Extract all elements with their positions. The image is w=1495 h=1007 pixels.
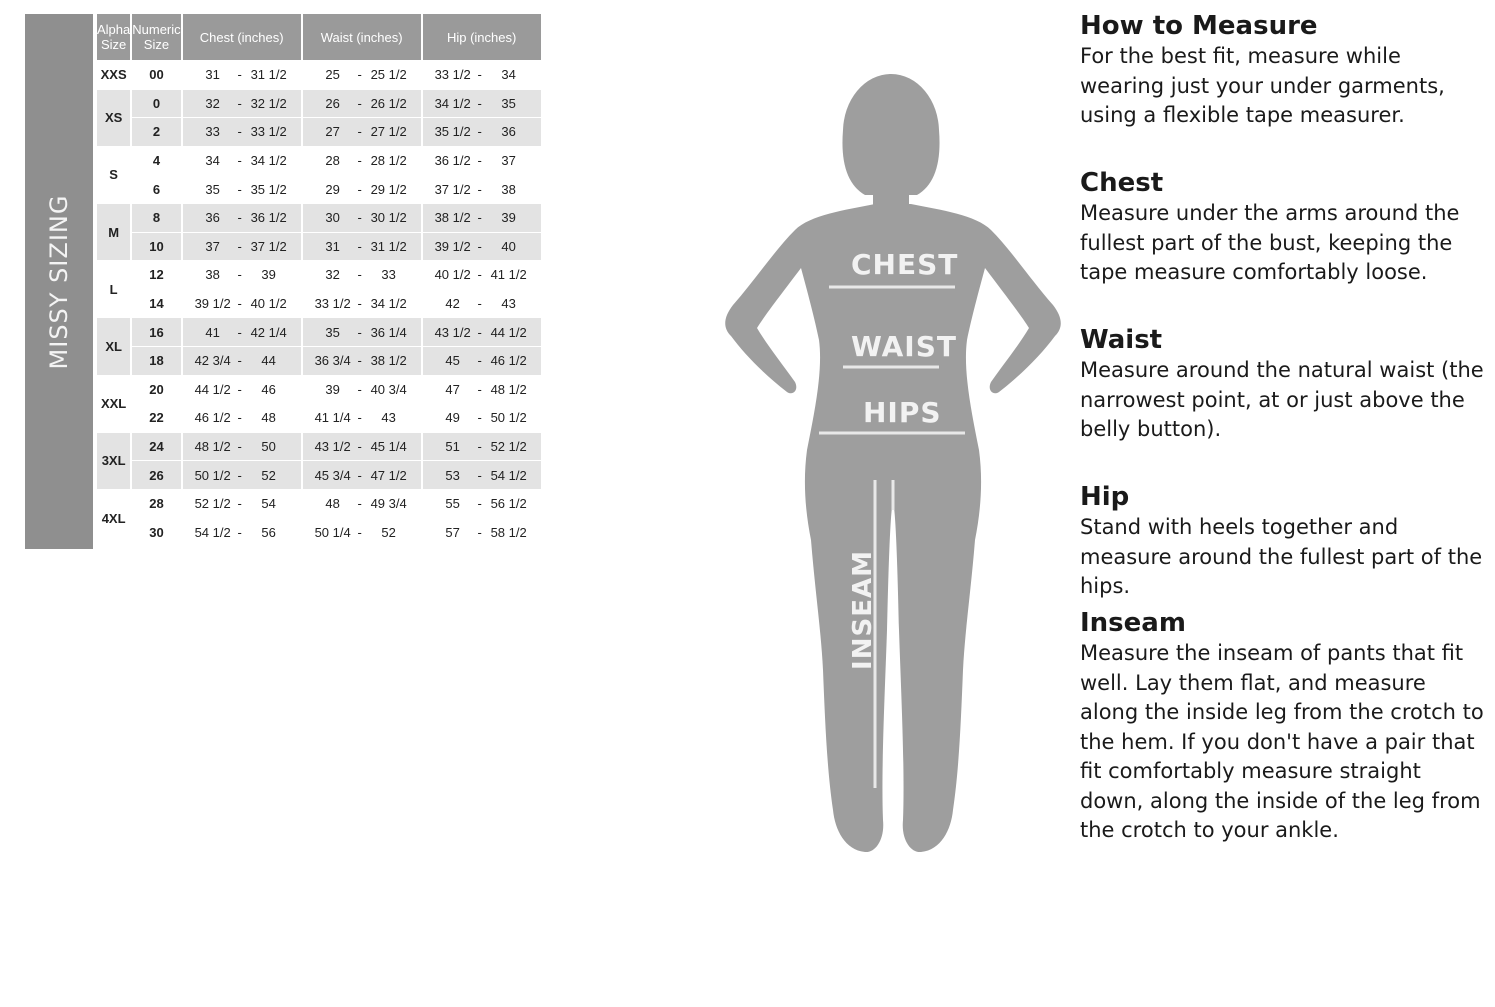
- chest-range-cell: [183, 433, 301, 462]
- chest-range-cell: [183, 318, 301, 347]
- range-dash: -: [357, 381, 362, 397]
- numeric-size-cell: 18: [132, 347, 180, 376]
- chest-range-cell: [183, 147, 301, 176]
- range-dash: -: [357, 296, 362, 312]
- header-alpha-size: Alpha Size: [97, 14, 130, 61]
- range-dash: -: [237, 496, 242, 512]
- header-hip: Hip (inches): [423, 14, 541, 61]
- hip-range-cell: [423, 290, 541, 319]
- chest-min: 33: [205, 124, 220, 140]
- table-row: [97, 175, 541, 204]
- waist-range-cell: [303, 90, 421, 119]
- alpha-size-cell: 3XL: [97, 433, 130, 490]
- table-row: [97, 461, 541, 490]
- waist-max: 40 3/4: [370, 381, 407, 397]
- range-dash: -: [357, 95, 362, 111]
- waist-max: 28 1/2: [370, 153, 407, 169]
- alpha-size-cell: M: [97, 204, 130, 261]
- waist-min: 29: [325, 181, 340, 197]
- guide-inseam: [1080, 607, 1485, 846]
- range-dash: -: [237, 467, 242, 483]
- hip-min: 38 1/2: [434, 210, 471, 226]
- missy-sizing-label: MISSY SIZING: [45, 194, 73, 369]
- hip-min: 35 1/2: [434, 124, 471, 140]
- chest-min: 37: [205, 238, 220, 254]
- hip-max: 38: [501, 181, 516, 197]
- range-dash: -: [237, 153, 242, 169]
- waist-min: 36 3/4: [314, 353, 351, 369]
- table-row: [97, 118, 541, 147]
- hip-range-cell: [423, 175, 541, 204]
- hip-range-cell: [423, 90, 541, 119]
- waist-min: 45 3/4: [314, 467, 351, 483]
- alpha-size-cell: XXL: [97, 376, 130, 433]
- alpha-size-cell: L: [97, 261, 130, 318]
- guide-text: Measure the inseam of pants that fit well. Lay them flat, and measure along the inside leg from the crotch to the hem. If you don't have a pair that fit comfortably measure straight down, along the inside of the leg from the crotch to your ankle.: [1080, 641, 1484, 842]
- figure-waist-label: WAIST: [851, 330, 957, 363]
- hip-min: 42: [445, 296, 460, 312]
- hip-max: 34: [501, 67, 516, 83]
- waist-max: 49 3/4: [370, 496, 407, 512]
- table-row: [97, 90, 541, 119]
- range-dash: -: [237, 95, 242, 111]
- numeric-size-cell: 28: [132, 490, 180, 519]
- numeric-size-cell: 6: [132, 175, 180, 204]
- numeric-size-cell: 2: [132, 118, 180, 147]
- guide-text: Stand with heels together and measure around the fullest part of the hips.: [1080, 515, 1483, 598]
- chest-min: 50 1/2: [194, 467, 231, 483]
- hip-max: 50 1/2: [490, 410, 527, 426]
- table-row: [97, 233, 541, 262]
- guide-text: Measure around the natural waist (the narrowest point, at or just above the belly button).: [1080, 358, 1484, 441]
- range-dash: -: [237, 324, 242, 340]
- range-dash: -: [357, 238, 362, 254]
- guide-how-to-measure: [1080, 10, 1485, 167]
- numeric-size-cell: 00: [132, 61, 180, 90]
- hip-max: 58 1/2: [490, 524, 527, 540]
- waist-max: 47 1/2: [370, 467, 407, 483]
- waist-max: 38 1/2: [370, 353, 407, 369]
- chest-max: 35 1/2: [250, 181, 287, 197]
- chest-max: 40 1/2: [250, 296, 287, 312]
- guide-waist: [1080, 324, 1485, 481]
- range-dash: -: [477, 296, 482, 312]
- range-dash: -: [477, 439, 482, 455]
- hip-max: 36: [501, 124, 516, 140]
- hip-range-cell: [423, 118, 541, 147]
- hip-min: 45: [445, 353, 460, 369]
- hip-max: 46 1/2: [490, 353, 527, 369]
- hip-range-cell: [423, 433, 541, 462]
- table-row: [97, 433, 541, 462]
- chest-min: 32: [205, 95, 220, 111]
- waist-range-cell: [303, 261, 421, 290]
- range-dash: -: [237, 410, 242, 426]
- range-dash: -: [477, 181, 482, 197]
- body-figure: [715, 70, 1067, 860]
- guide-title: Chest: [1080, 168, 1164, 198]
- range-dash: -: [477, 267, 482, 283]
- hip-max: 41 1/2: [490, 267, 527, 283]
- chest-min: 44 1/2: [194, 381, 231, 397]
- guide-title: Hip: [1080, 482, 1130, 512]
- range-dash: -: [237, 353, 242, 369]
- waist-min: 25: [325, 67, 340, 83]
- table-row: [97, 404, 541, 433]
- chest-max: 37 1/2: [250, 238, 287, 254]
- range-dash: -: [237, 67, 242, 83]
- waist-min: 35: [325, 324, 340, 340]
- waist-range-cell: [303, 175, 421, 204]
- figure-hips-label: HIPS: [863, 396, 942, 429]
- chest-max: 33 1/2: [250, 124, 287, 140]
- body-silhouette: [715, 70, 1067, 860]
- chest-min: 41: [205, 324, 220, 340]
- waist-range-cell: [303, 233, 421, 262]
- guide-chest: [1080, 167, 1485, 324]
- range-dash: -: [357, 410, 362, 426]
- waist-min: 43 1/2: [314, 439, 351, 455]
- numeric-size-cell: 12: [132, 261, 180, 290]
- chest-range-cell: [183, 90, 301, 119]
- measuring-guide: [1080, 10, 1485, 846]
- waist-max: 30 1/2: [370, 210, 407, 226]
- waist-range-cell: [303, 376, 421, 405]
- hip-max: 35: [501, 95, 516, 111]
- numeric-size-cell: 4: [132, 147, 180, 176]
- chest-max: 44: [261, 353, 276, 369]
- hip-min: 37 1/2: [434, 181, 471, 197]
- table-row: [97, 376, 541, 405]
- numeric-size-cell: 30: [132, 519, 180, 548]
- table-header-row: [97, 14, 541, 61]
- hip-max: 37: [501, 153, 516, 169]
- guide-title: How to Measure: [1080, 11, 1318, 41]
- table-row: [97, 318, 541, 347]
- range-dash: -: [237, 238, 242, 254]
- chest-min: 52 1/2: [194, 496, 231, 512]
- waist-range-cell: [303, 519, 421, 548]
- numeric-size-cell: 20: [132, 376, 180, 405]
- table-row: [97, 290, 541, 319]
- range-dash: -: [477, 381, 482, 397]
- range-dash: -: [237, 210, 242, 226]
- hip-min: 51: [445, 439, 460, 455]
- chest-max: 52: [261, 467, 276, 483]
- range-dash: -: [357, 67, 362, 83]
- header-numeric-size: Numeric Size: [132, 14, 180, 61]
- chest-range-cell: [183, 519, 301, 548]
- waist-min: 30: [325, 210, 340, 226]
- waist-range-cell: [303, 61, 421, 90]
- range-dash: -: [237, 524, 242, 540]
- waist-min: 41 1/4: [314, 410, 351, 426]
- chest-max: 39: [261, 267, 276, 283]
- table-row: [97, 490, 541, 519]
- range-dash: -: [237, 267, 242, 283]
- range-dash: -: [477, 410, 482, 426]
- waist-min: 32: [325, 267, 340, 283]
- guide-hip: [1080, 481, 1485, 607]
- waist-max: 31 1/2: [370, 238, 407, 254]
- chest-max: 42 1/4: [250, 324, 287, 340]
- range-dash: -: [477, 67, 482, 83]
- chest-range-cell: [183, 204, 301, 233]
- chest-min: 42 3/4: [194, 353, 231, 369]
- hip-max: 43: [501, 296, 516, 312]
- alpha-size-cell: S: [97, 147, 130, 204]
- waist-max: 34 1/2: [370, 296, 407, 312]
- hip-range-cell: [423, 204, 541, 233]
- range-dash: -: [357, 353, 362, 369]
- table-row: [97, 147, 541, 176]
- chest-min: 48 1/2: [194, 439, 231, 455]
- range-dash: -: [357, 496, 362, 512]
- range-dash: -: [237, 296, 242, 312]
- numeric-size-cell: 8: [132, 204, 180, 233]
- range-dash: -: [357, 181, 362, 197]
- hip-max: 40: [501, 238, 516, 254]
- header-waist: Waist (inches): [303, 14, 421, 61]
- chest-min: 34: [205, 153, 220, 169]
- hip-max: 48 1/2: [490, 381, 527, 397]
- waist-min: 28: [325, 153, 340, 169]
- chest-range-cell: [183, 233, 301, 262]
- waist-max: 36 1/4: [370, 324, 407, 340]
- range-dash: -: [477, 324, 482, 340]
- hip-range-cell: [423, 261, 541, 290]
- header-chest: Chest (inches): [183, 14, 301, 61]
- hip-min: 55: [445, 496, 460, 512]
- chest-range-cell: [183, 261, 301, 290]
- numeric-size-cell: 16: [132, 318, 180, 347]
- hip-max: 44 1/2: [490, 324, 527, 340]
- guide-title: Waist: [1080, 325, 1163, 355]
- hip-max: 54 1/2: [490, 467, 527, 483]
- chest-range-cell: [183, 461, 301, 490]
- chest-min: 35: [205, 181, 220, 197]
- hip-min: 43 1/2: [434, 324, 471, 340]
- hip-min: 47: [445, 381, 460, 397]
- chest-range-cell: [183, 347, 301, 376]
- hip-range-cell: [423, 61, 541, 90]
- waist-range-cell: [303, 318, 421, 347]
- waist-range-cell: [303, 118, 421, 147]
- range-dash: -: [237, 439, 242, 455]
- numeric-size-cell: 14: [132, 290, 180, 319]
- waist-max: 52: [381, 524, 396, 540]
- chest-min: 39 1/2: [194, 296, 231, 312]
- guide-text: For the best fit, measure while wearing just your under garments, using a flexible tape measurer.: [1080, 44, 1445, 127]
- numeric-size-cell: 0: [132, 90, 180, 119]
- hip-range-cell: [423, 490, 541, 519]
- waist-max: 45 1/4: [370, 439, 407, 455]
- chest-range-cell: [183, 175, 301, 204]
- waist-min: 48: [325, 496, 340, 512]
- alpha-size-cell: XL: [97, 318, 130, 375]
- range-dash: -: [357, 267, 362, 283]
- chest-max: 36 1/2: [250, 210, 287, 226]
- table-row: [97, 519, 541, 548]
- alpha-size-cell: 4XL: [97, 490, 130, 547]
- waist-range-cell: [303, 347, 421, 376]
- range-dash: -: [237, 381, 242, 397]
- chest-range-cell: [183, 61, 301, 90]
- waist-max: 43: [381, 410, 396, 426]
- chest-range-cell: [183, 490, 301, 519]
- hip-range-cell: [423, 233, 541, 262]
- waist-range-cell: [303, 290, 421, 319]
- range-dash: -: [357, 467, 362, 483]
- alpha-size-cell: XXS: [97, 61, 130, 90]
- waist-max: 25 1/2: [370, 67, 407, 83]
- waist-max: 29 1/2: [370, 181, 407, 197]
- waist-range-cell: [303, 490, 421, 519]
- guide-text: Measure under the arms around the fullest part of the bust, keeping the tape measure comfortably loose.: [1080, 201, 1460, 284]
- chest-range-cell: [183, 118, 301, 147]
- chest-max: 46: [261, 381, 276, 397]
- chest-max: 32 1/2: [250, 95, 287, 111]
- waist-range-cell: [303, 404, 421, 433]
- waist-max: 26 1/2: [370, 95, 407, 111]
- range-dash: -: [357, 324, 362, 340]
- chest-range-cell: [183, 376, 301, 405]
- alpha-size-cell: XS: [97, 90, 130, 147]
- range-dash: -: [477, 153, 482, 169]
- range-dash: -: [357, 210, 362, 226]
- table-row: [97, 347, 541, 376]
- size-table: [95, 14, 543, 547]
- chest-min: 31: [205, 67, 220, 83]
- waist-max: 33: [381, 267, 396, 283]
- range-dash: -: [477, 95, 482, 111]
- waist-range-cell: [303, 461, 421, 490]
- hip-min: 49: [445, 410, 460, 426]
- hip-min: 39 1/2: [434, 238, 471, 254]
- table-row: [97, 61, 541, 90]
- range-dash: -: [477, 353, 482, 369]
- waist-min: 27: [325, 124, 340, 140]
- hip-min: 57: [445, 524, 460, 540]
- hip-min: 40 1/2: [434, 267, 471, 283]
- numeric-size-cell: 26: [132, 461, 180, 490]
- numeric-size-cell: 22: [132, 404, 180, 433]
- waist-min: 39: [325, 381, 340, 397]
- waist-min: 50 1/4: [314, 524, 351, 540]
- waist-range-cell: [303, 147, 421, 176]
- hip-range-cell: [423, 147, 541, 176]
- chest-max: 54: [261, 496, 276, 512]
- table-row: [97, 261, 541, 290]
- range-dash: -: [237, 181, 242, 197]
- size-table-body: [97, 61, 541, 547]
- chest-max: 31 1/2: [250, 67, 287, 83]
- table-row: [97, 204, 541, 233]
- figure-inseam-label: INSEAM: [847, 550, 878, 670]
- waist-max: 27 1/2: [370, 124, 407, 140]
- hip-range-cell: [423, 318, 541, 347]
- range-dash: -: [477, 238, 482, 254]
- guide-title: Inseam: [1080, 608, 1186, 638]
- hip-min: 53: [445, 467, 460, 483]
- hip-range-cell: [423, 347, 541, 376]
- waist-range-cell: [303, 204, 421, 233]
- chest-max: 48: [261, 410, 276, 426]
- hip-min: 36 1/2: [434, 153, 471, 169]
- chest-max: 34 1/2: [250, 153, 287, 169]
- range-dash: -: [477, 524, 482, 540]
- missy-sizing-banner: [25, 14, 93, 549]
- waist-range-cell: [303, 433, 421, 462]
- chest-range-cell: [183, 290, 301, 319]
- figure-chest-label: CHEST: [851, 248, 959, 281]
- chest-max: 50: [261, 439, 276, 455]
- chest-min: 54 1/2: [194, 524, 231, 540]
- waist-min: 31: [325, 238, 340, 254]
- range-dash: -: [357, 153, 362, 169]
- hip-max: 56 1/2: [490, 496, 527, 512]
- chest-max: 56: [261, 524, 276, 540]
- numeric-size-cell: 10: [132, 233, 180, 262]
- range-dash: -: [477, 467, 482, 483]
- range-dash: -: [477, 210, 482, 226]
- range-dash: -: [237, 124, 242, 140]
- range-dash: -: [357, 124, 362, 140]
- hip-range-cell: [423, 376, 541, 405]
- range-dash: -: [477, 124, 482, 140]
- hip-max: 39: [501, 210, 516, 226]
- range-dash: -: [357, 524, 362, 540]
- hip-range-cell: [423, 404, 541, 433]
- hip-min: 33 1/2: [434, 67, 471, 83]
- hip-range-cell: [423, 519, 541, 548]
- chest-range-cell: [183, 404, 301, 433]
- chest-min: 46 1/2: [194, 410, 231, 426]
- hip-min: 34 1/2: [434, 95, 471, 111]
- chest-min: 36: [205, 210, 220, 226]
- range-dash: -: [477, 496, 482, 512]
- waist-min: 26: [325, 95, 340, 111]
- waist-min: 33 1/2: [314, 296, 351, 312]
- chest-min: 38: [205, 267, 220, 283]
- hip-range-cell: [423, 461, 541, 490]
- range-dash: -: [357, 439, 362, 455]
- numeric-size-cell: 24: [132, 433, 180, 462]
- hip-max: 52 1/2: [490, 439, 527, 455]
